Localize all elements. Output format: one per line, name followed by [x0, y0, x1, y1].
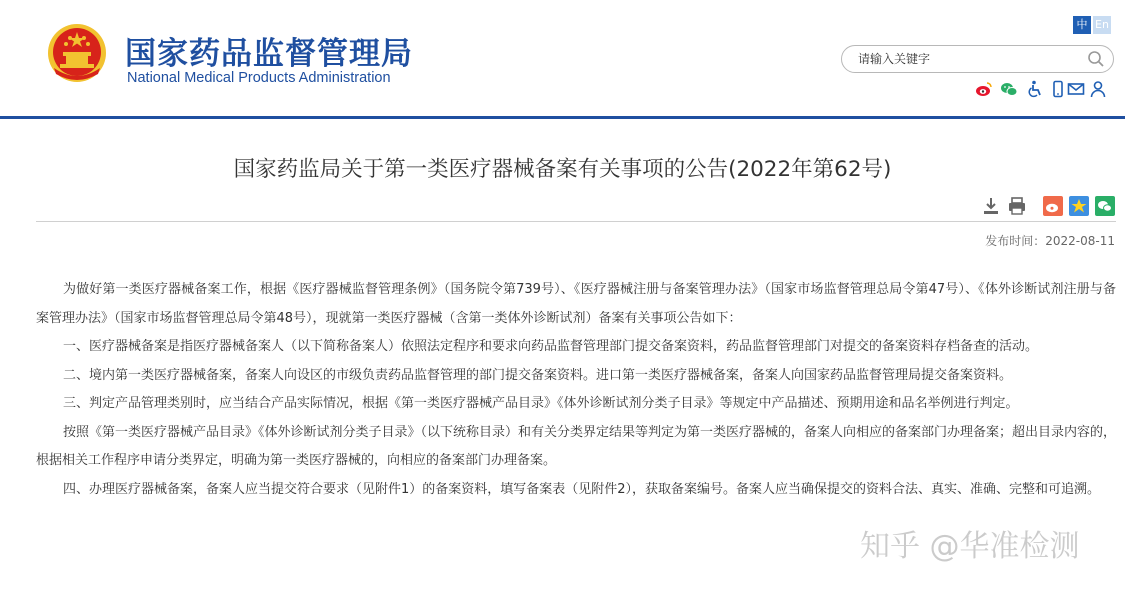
- share-weibo-icon[interactable]: [1043, 196, 1063, 216]
- search-input[interactable]: [858, 50, 1078, 68]
- mail-icon[interactable]: [1067, 80, 1085, 98]
- publish-date-label: 发布时间：: [985, 234, 1046, 248]
- publish-date-value: 2022-08-11: [1045, 234, 1115, 248]
- publish-date: [985, 232, 1115, 249]
- wechat-icon[interactable]: [1000, 80, 1018, 98]
- share-qzone-icon[interactable]: [1069, 196, 1089, 216]
- header-divider: [0, 116, 1125, 119]
- paragraph-4: 四、办理医疗器械备案，备案人应当提交符合要求（见附件1）的备案资料，填写备案表（见附件2），获取备案编号。备案人应当确保提交的资料合法、真实、准确、完整和可追溯。: [63, 481, 1101, 497]
- national-emblem-icon: [46, 22, 108, 84]
- mobile-icon[interactable]: [1049, 80, 1067, 98]
- print-icon[interactable]: [1007, 196, 1027, 216]
- paragraph-intro: 为做好第一类医疗器械备案工作，根据《医疗器械监督管理条例》（国务院令第739号）、《医疗器械注册与备案管理办法》（国家市场监督管理总局令第47号）、《体外诊断试剂注册与备案管理办法》（国家市场监督管理总局令第48号），现就第一类医疗器械（含第一类体外诊断试剂）备案有关事项公告如下：: [36, 282, 1116, 326]
- watermark: 知乎 @华准检测: [860, 529, 1080, 564]
- search-box: [841, 45, 1114, 73]
- accessibility-icon[interactable]: [1026, 80, 1044, 98]
- article-body: [36, 276, 1116, 504]
- paragraph-3: 三、判定产品管理类别时，应当结合产品实际情况，根据《第一类医疗器械产品目录》《体外诊断试剂分类子目录》等规定中产品描述、预期用途和品名举例进行判定。: [63, 396, 1019, 411]
- share-wechat-icon[interactable]: [1095, 196, 1115, 216]
- article-title: 国家药监局关于第一类医疗器械备案有关事项的公告(2022年第62号): [233, 157, 892, 182]
- lang-zh-button[interactable]: 中: [1073, 16, 1091, 34]
- search-icon[interactable]: [1087, 50, 1105, 68]
- paragraph-2: 二、境内第一类医疗器械备案，备案人向设区的市级负责药品监督管理的部门提交备案资料。进口第一类医疗器械备案，备案人向国家药品监督管理局提交备案资料。: [63, 367, 1013, 383]
- user-icon[interactable]: [1089, 80, 1107, 98]
- site-title-cn[interactable]: 国家药品监督管理局: [125, 36, 413, 72]
- site-header: [0, 0, 1125, 117]
- weibo-icon[interactable]: [975, 80, 993, 98]
- download-icon[interactable]: [981, 196, 1001, 216]
- title-divider: [36, 221, 1116, 222]
- site-title-en[interactable]: National Medical Products Administration: [127, 70, 391, 86]
- paragraph-1: 一、医疗器械备案是指医疗器械备案人（以下简称备案人）依照法定程序和要求向药品监督管理部门提交备案资料，药品监督管理部门对提交的备案资料存档备查的活动。: [63, 339, 1039, 354]
- lang-en-button[interactable]: En: [1093, 16, 1111, 34]
- paragraph-3b: 按照《第一类医疗器械产品目录》《体外诊断试剂分类子目录》（以下统称目录）和有关分类界定结果等判定为第一类医疗器械的，备案人向相应的备案部门办理备案；超出目录内容的，根据相关工作程序申请分类界定，明确为第一类医疗器械的，向相应的备案部门办理备案。: [36, 424, 1117, 468]
